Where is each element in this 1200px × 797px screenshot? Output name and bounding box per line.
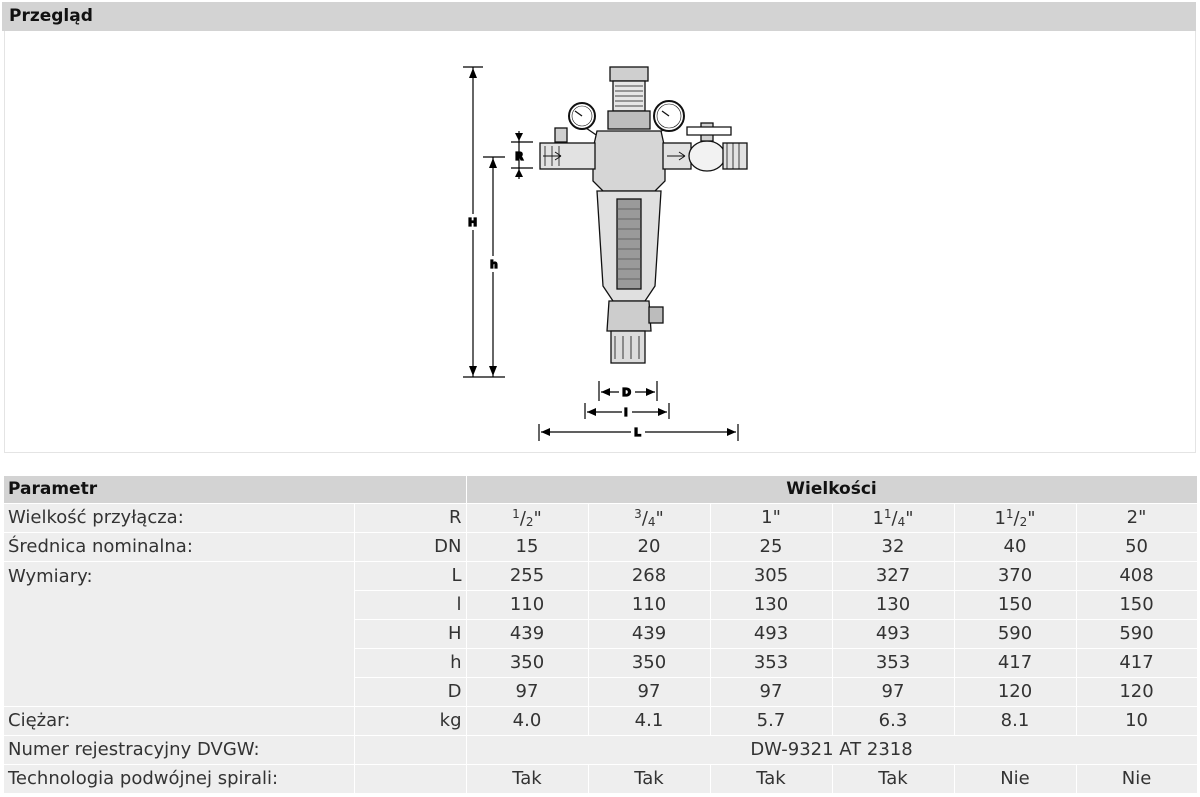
row-label: Ciężar: <box>4 706 354 735</box>
table-cell: 97 <box>466 677 588 706</box>
table-cell: 268 <box>588 561 710 590</box>
table-cell: 408 <box>1076 561 1197 590</box>
dimension-L <box>539 424 738 441</box>
size-slash: / <box>641 507 648 529</box>
size-whole: 1 <box>994 507 1006 529</box>
row-unit: H <box>354 619 466 648</box>
dimension-h <box>483 157 505 377</box>
table-cell: 6.3 <box>832 706 954 735</box>
table-cell: 353 <box>832 648 954 677</box>
table-cell: 255 <box>466 561 588 590</box>
size-numerator: 1 <box>883 506 892 521</box>
table-header-row <box>4 476 1197 503</box>
connection-size-cell <box>1076 503 1197 532</box>
size-whole: 1 <box>761 507 773 528</box>
table-cell: 4.1 <box>588 706 710 735</box>
table-cell: 493 <box>710 619 832 648</box>
size-whole: 2 <box>1126 507 1139 528</box>
row-label: Wielkość przyłącza: <box>4 503 354 532</box>
table-cell: 350 <box>588 648 710 677</box>
table-cell: 97 <box>588 677 710 706</box>
row-unit: R <box>354 503 466 532</box>
row-unit: DN <box>354 532 466 561</box>
row-connection-size <box>4 503 1197 532</box>
parameters-table <box>4 476 1198 794</box>
dim-label-l: l <box>624 406 628 419</box>
size-denominator: 2 <box>1019 514 1028 529</box>
header-wielkosci: Wielkości <box>466 476 1197 503</box>
table-cell: 439 <box>588 619 710 648</box>
size-denominator: 2 <box>525 514 534 529</box>
size-inch-mark: " <box>1138 507 1147 528</box>
header-parametr: Parametr <box>4 476 466 503</box>
table-cell: 25 <box>710 532 832 561</box>
connection-size-cell <box>588 503 710 532</box>
table-cell: 110 <box>466 590 588 619</box>
table-cell: 20 <box>588 532 710 561</box>
row-unit <box>354 735 466 764</box>
filter-drawing-area <box>4 31 1196 453</box>
table-cell: 10 <box>1076 706 1197 735</box>
table-cell: 4.0 <box>466 706 588 735</box>
size-numerator: 3 <box>634 506 642 521</box>
dim-label-L: L <box>634 426 642 439</box>
filter-valve-illustration <box>540 67 747 363</box>
row-dvgw <box>4 735 1197 764</box>
table-cell: 370 <box>954 561 1076 590</box>
row-unit: kg <box>354 706 466 735</box>
connection-size-cell <box>832 503 954 532</box>
table-cell: 120 <box>1076 677 1197 706</box>
overview-header <box>2 2 1196 31</box>
size-slash: / <box>891 507 898 529</box>
table-cell: 8.1 <box>954 706 1076 735</box>
row-label: Technologia podwójnej spirali: <box>4 764 354 793</box>
size-denominator: 4 <box>897 514 906 529</box>
table-cell: 50 <box>1076 532 1197 561</box>
size-inch-mark: " <box>533 507 542 529</box>
table-cell: Tak <box>466 764 588 793</box>
table-cell: 590 <box>954 619 1076 648</box>
size-slash: / <box>519 507 526 529</box>
dimension-H <box>463 67 483 377</box>
row-unit: h <box>354 648 466 677</box>
table-cell: 493 <box>832 619 954 648</box>
row-label: Wymiary: <box>4 561 354 706</box>
dim-label-R: R <box>515 150 524 163</box>
table-cell: 120 <box>954 677 1076 706</box>
row-unit: l <box>354 590 466 619</box>
dim-label-H: H <box>468 216 478 229</box>
row-unit <box>354 764 466 793</box>
table-cell: 417 <box>1076 648 1197 677</box>
table-cell: 305 <box>710 561 832 590</box>
table-cell: 97 <box>710 677 832 706</box>
table-cell: Tak <box>588 764 710 793</box>
table-cell: Tak <box>832 764 954 793</box>
table-cell: 150 <box>954 590 1076 619</box>
size-inch-mark: " <box>772 507 781 528</box>
table-cell: 350 <box>466 648 588 677</box>
row-nominal-diameter <box>4 532 1197 561</box>
row-weight <box>4 706 1197 735</box>
connection-size-cell <box>954 503 1076 532</box>
table-cell: 439 <box>466 619 588 648</box>
connection-size-cell <box>710 503 832 532</box>
dvgw-number: DW-9321 AT 2318 <box>466 735 1197 764</box>
row-double-spiral <box>4 764 1197 793</box>
size-numerator: 1 <box>512 506 520 521</box>
table-cell: Nie <box>954 764 1076 793</box>
table-cell: 110 <box>588 590 710 619</box>
table-cell: Nie <box>1076 764 1197 793</box>
dimension-l <box>585 403 669 419</box>
size-inch-mark: " <box>905 507 914 529</box>
table-cell: 32 <box>832 532 954 561</box>
row-unit: D <box>354 677 466 706</box>
table-cell: 327 <box>832 561 954 590</box>
dimension-D <box>599 381 657 401</box>
table-cell: 97 <box>832 677 954 706</box>
row-dimension-L <box>4 561 1197 590</box>
size-inch-mark: " <box>655 507 664 529</box>
table-cell: 353 <box>710 648 832 677</box>
table-cell: 130 <box>832 590 954 619</box>
row-label: Numer rejestracyjny DVGW: <box>4 735 354 764</box>
table-cell: 150 <box>1076 590 1197 619</box>
table-cell: 590 <box>1076 619 1197 648</box>
row-unit: L <box>354 561 466 590</box>
filter-technical-drawing <box>5 31 1197 453</box>
table-cell: 40 <box>954 532 1076 561</box>
table-cell: 130 <box>710 590 832 619</box>
table-cell: 417 <box>954 648 1076 677</box>
table-cell: 15 <box>466 532 588 561</box>
size-inch-mark: " <box>1027 507 1036 529</box>
size-whole: 1 <box>872 507 884 529</box>
table-cell: 5.7 <box>710 706 832 735</box>
size-numerator: 1 <box>1005 506 1014 521</box>
row-label: Średnica nominalna: <box>4 532 354 561</box>
dimension-R <box>511 131 533 179</box>
dim-label-D: D <box>622 386 632 399</box>
connection-size-cell <box>466 503 588 532</box>
size-denominator: 4 <box>647 514 656 529</box>
overview-title: Przegląd <box>9 6 93 26</box>
table-cell: Tak <box>710 764 832 793</box>
size-slash: / <box>1013 507 1020 529</box>
dim-label-h: h <box>490 258 498 271</box>
